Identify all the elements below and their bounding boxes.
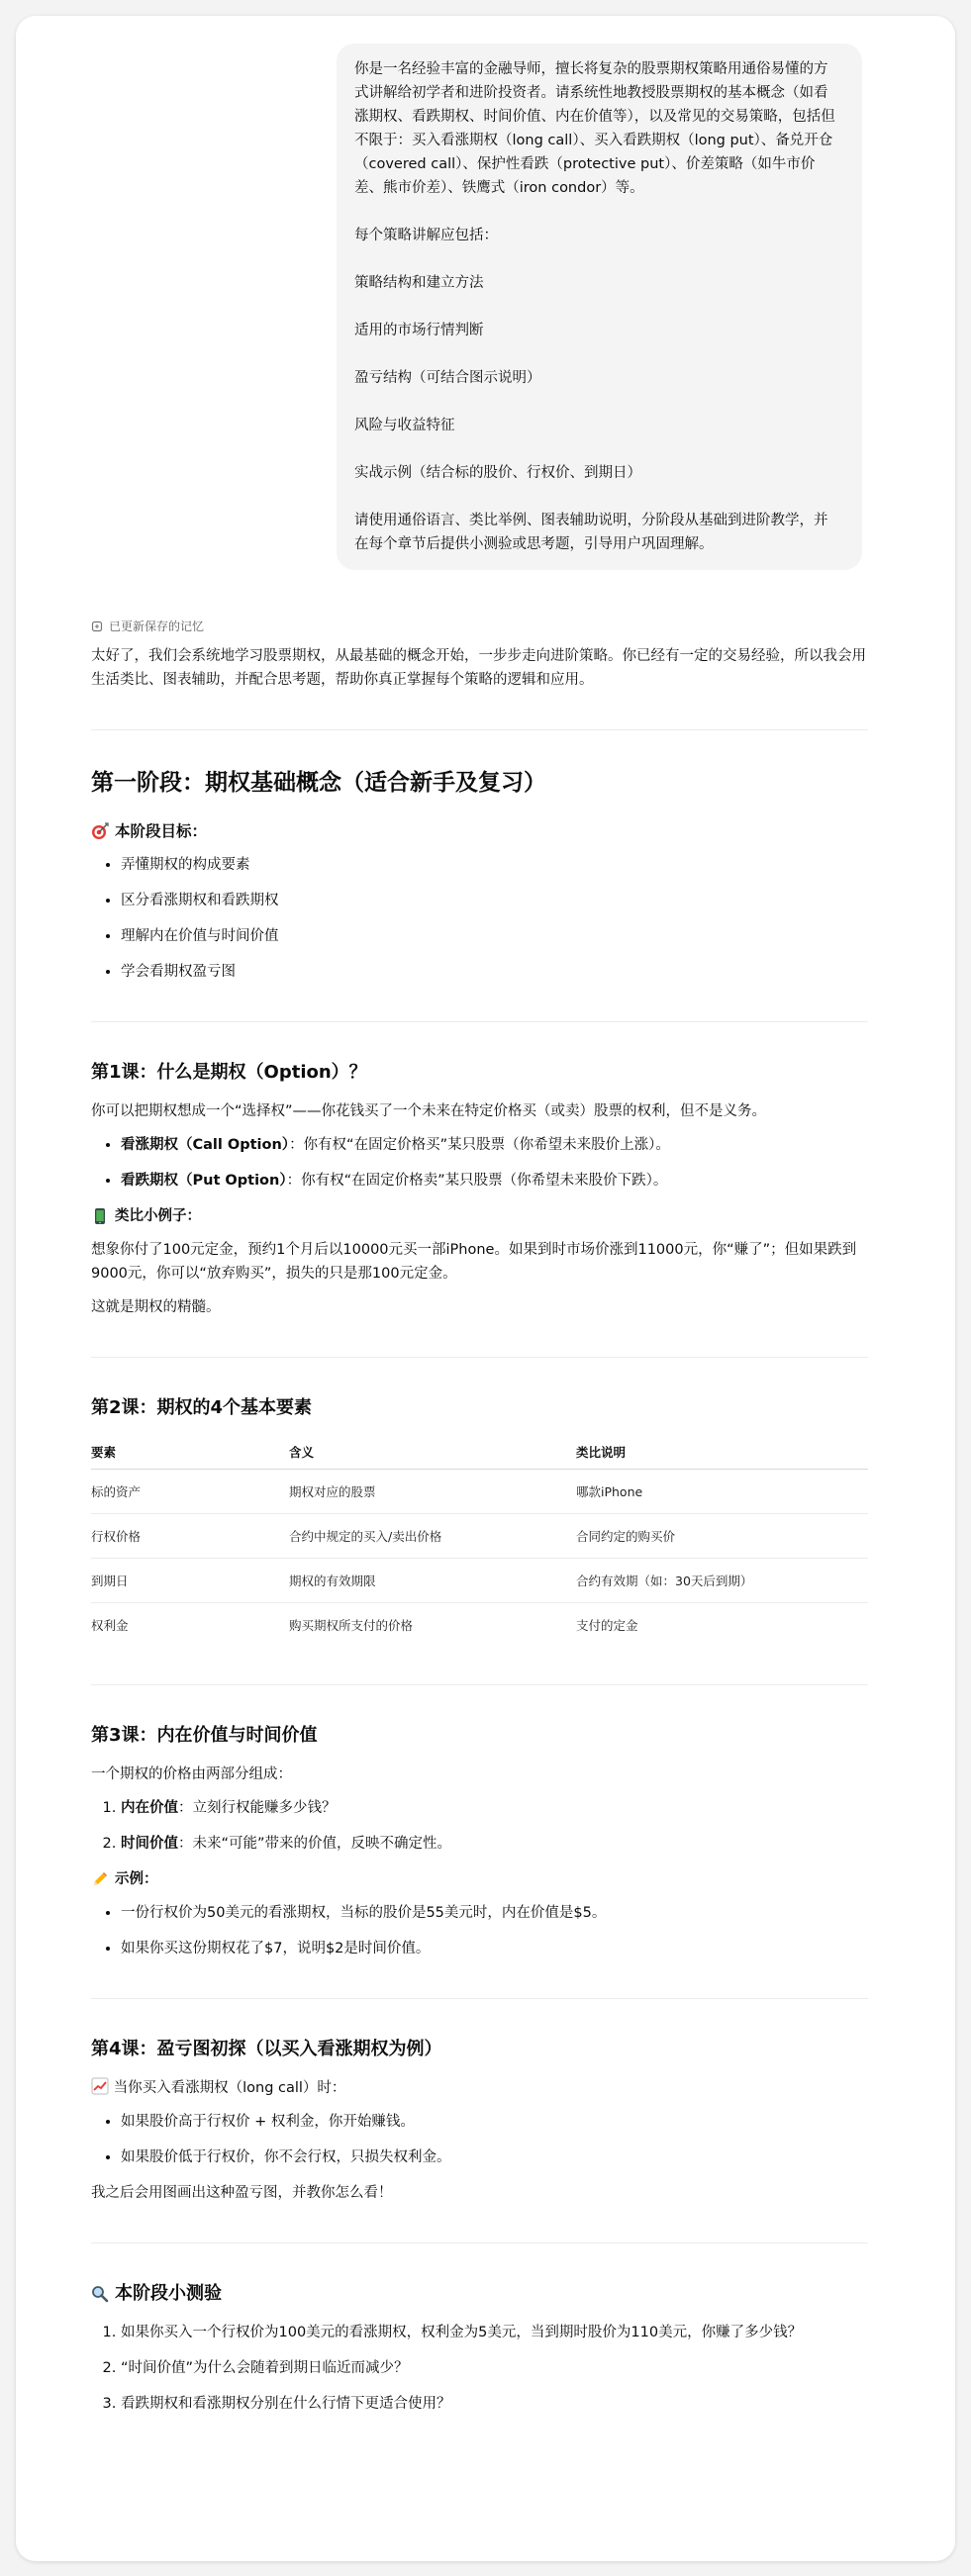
table-row <box>91 1514 868 1559</box>
chart-increasing-icon <box>91 2077 109 2095</box>
table-cell: 到期日 <box>91 1559 289 1603</box>
definition: ：你有权“在固定价格买”某只股票（你希望未来股价上涨）。 <box>289 1137 670 1153</box>
stage-goals-list <box>91 853 868 984</box>
phone-icon <box>91 1207 109 1225</box>
list-item: • 如果股价低于行权价，你不会行权，只损失权利金。 <box>121 2146 868 2169</box>
list-item: • 如果股价高于行权价 + 权利金，你开始赚钱。 <box>121 2110 868 2134</box>
term: 时间价值 <box>121 1836 178 1852</box>
table-cell: 哪款iPhone <box>576 1470 868 1514</box>
table-cell: 期权的有效期限 <box>289 1559 576 1603</box>
user-message-paragraph: 实战示例（结合标的股价、行权价、到期日） <box>354 465 641 481</box>
list-item <box>121 1133 868 1157</box>
divider <box>91 1998 868 1999</box>
definition: ：你有权“在固定价格卖”某只股票（你希望未来股价下跌）。 <box>286 1173 668 1189</box>
table-header: 含义 <box>289 1435 576 1470</box>
lesson4-intro <box>91 2076 868 2100</box>
pencil-icon <box>91 1870 109 1888</box>
conversation <box>91 44 868 2428</box>
quiz-title <box>91 2281 868 2307</box>
user-message-paragraph: 风险与收益特征 <box>354 418 455 433</box>
table-cell: 合约有效期（如：30天后到期） <box>576 1559 868 1603</box>
lesson3-example-heading-text: 示例： <box>115 1871 158 1887</box>
table-header: 类比说明 <box>576 1435 868 1470</box>
table-cell: 支付的定金 <box>576 1618 638 1633</box>
lesson3-title: 第3课：内在价值与时间价值 <box>91 1725 318 1746</box>
user-message-paragraph: 请使用通俗语言、类比举例、图表辅助说明，分阶段从基础到进阶教学，并在每个章节后提供小测验或思考题，引导用户巩固理解。 <box>354 513 828 552</box>
divider <box>91 1684 868 1685</box>
definition: ：未来“可能”带来的价值，反映不确定性。 <box>178 1836 452 1852</box>
elements-table <box>91 1435 868 1647</box>
user-message-paragraph: 适用的市场行情判断 <box>354 323 484 338</box>
list-item: 3. 看跌期权和看涨期权分别在什么行情下更适合使用？ <box>121 2392 868 2416</box>
term: 看跌期权（Put Option） <box>121 1173 287 1189</box>
definition: ：立刻行权能赚多少钱？ <box>178 1800 337 1816</box>
stage-title: 第一阶段：期权基础概念（适合新手及复习） <box>91 770 546 796</box>
table-cell: 购买期权所支付的价格 <box>289 1618 414 1633</box>
table-header: 要素 <box>91 1435 289 1470</box>
assistant-intro: 太好了，我们会系统地学习股票期权，从最基础的概念开始，一步步走向进阶策略。你已经有一定的交易经验，所以我会用生活类比、图表辅助，并配合思考题，帮助你真正掌握每个策略的逻辑和应用。 <box>91 648 866 688</box>
table-cell: 行权价格 <box>91 1514 289 1559</box>
user-message-paragraph: 策略结构和建立方法 <box>354 275 484 291</box>
divider <box>91 1021 868 1022</box>
table-cell: 标的资产 <box>91 1470 289 1514</box>
list-item: • 理解内在价值与时间价值 <box>121 924 868 948</box>
lesson4-title: 第4课：盈亏图初探（以买入看涨期权为例） <box>91 2039 442 2059</box>
memory-notice-text: 已更新保存的记忆 <box>109 620 205 633</box>
list-item <box>121 1796 868 1820</box>
lesson2-title: 第2课：期权的4个基本要素 <box>91 1397 313 1418</box>
chat-window <box>16 16 955 2561</box>
user-message-paragraph: 每个策略讲解应包括： <box>354 228 498 243</box>
list-item <box>121 1169 868 1193</box>
list-item: • 弄懂期权的构成要素 <box>121 853 868 877</box>
list-item: 2. “时间价值”为什么会随着到期日临近而减少？ <box>121 2356 868 2380</box>
table-cell: 权利金 <box>91 1618 129 1633</box>
lesson3-example-heading <box>91 1867 868 1891</box>
list-item: • 学会看期权盈亏图 <box>121 960 868 984</box>
divider <box>91 1357 868 1358</box>
list-item: • 一份行权价为50美元的看涨期权，当标的股价是55美元时，内在价值是$5。 <box>121 1901 868 1925</box>
lesson1-example-heading-text: 类比小例子： <box>115 1208 201 1224</box>
user-message-paragraph: 你是一名经验丰富的金融导师，擅长将复杂的股票期权策略用通俗易懂的方式讲解给初学者和进阶投资者。请系统性地教授股票期权的基本概念（如看涨期权、看跌期权、时间价值、内在价值等），以及常见的交易策略，包括但不限于：买入看涨期权（long call）、买入看跌期权（long put）、备兑开仓（covered call）、保护性看跌（protective put）、价差策略（如牛市价差、熊市价差）、铁鹰式（iron condor）等。 <box>354 61 835 196</box>
table-row <box>91 1470 868 1514</box>
term: 看涨期权（Call Option） <box>121 1137 290 1153</box>
list-item: • 区分看涨期权和看跌期权 <box>121 889 868 912</box>
list-item <box>121 1832 868 1856</box>
table-row <box>91 1559 868 1603</box>
list-item: 1. 如果你买入一个行权价为100美元的看涨期权，权利金为5美元，当到期时股价为110美元，你赚了多少钱？ <box>121 2321 868 2344</box>
memory-updated-notice[interactable] <box>91 618 868 634</box>
list-item: • 如果你买这份期权花了$7，说明$2是时间价值。 <box>121 1937 868 1960</box>
lesson1-example-heading <box>91 1204 868 1228</box>
lesson3-intro: 一个期权的价格由两部分组成： <box>91 1766 292 1782</box>
lesson1-intro: 你可以把期权想成一个“选择权”——你花钱买了一个未来在特定价格买（或卖）股票的权利，但不是义务。 <box>91 1103 767 1119</box>
divider <box>91 2242 868 2243</box>
lesson3-examples <box>91 1901 868 1960</box>
user-message-paragraph: 盈亏结构（可结合图示说明） <box>354 370 541 386</box>
stage-goal-heading <box>91 819 868 843</box>
lesson4-intro-text: 当你买入看涨期权（long call）时： <box>113 2080 346 2096</box>
lesson1-essence: 这就是期权的精髓。 <box>91 1299 221 1315</box>
target-icon <box>91 822 109 840</box>
table-cell: 合约中规定的买入/卖出价格 <box>289 1514 576 1559</box>
table-header-row <box>91 1435 868 1470</box>
term: 内在价值 <box>121 1800 178 1816</box>
divider <box>91 729 868 730</box>
table-cell: 期权对应的股票 <box>289 1470 576 1514</box>
memory-icon <box>91 620 103 632</box>
lesson1-title: 第1课：什么是期权（Option）？ <box>91 1062 367 1083</box>
stage-goal-heading-text: 本阶段目标： <box>115 822 208 840</box>
quiz-questions <box>91 2321 868 2416</box>
lesson4-list <box>91 2110 868 2169</box>
lesson4-outro: 我之后会用图画出这种盈亏图，并教你怎么看！ <box>91 2185 393 2201</box>
lesson1-list <box>91 1133 868 1193</box>
lesson3-list <box>91 1796 868 1856</box>
user-message-bubble <box>337 44 862 570</box>
magnifier-icon <box>91 2285 109 2303</box>
lesson1-example: 想象你付了100元定金，预约1个月后以10000元买一部iPhone。如果到时市场价涨到11000元，你“赚了”；但如果跌到9000元，你可以“放弃购买”，损失的只是那100元定金。 <box>91 1242 857 1282</box>
quiz-title-text: 本阶段小测验 <box>115 2283 222 2304</box>
table-cell: 合同约定的购买价 <box>576 1514 868 1559</box>
table-row <box>91 1603 868 1648</box>
